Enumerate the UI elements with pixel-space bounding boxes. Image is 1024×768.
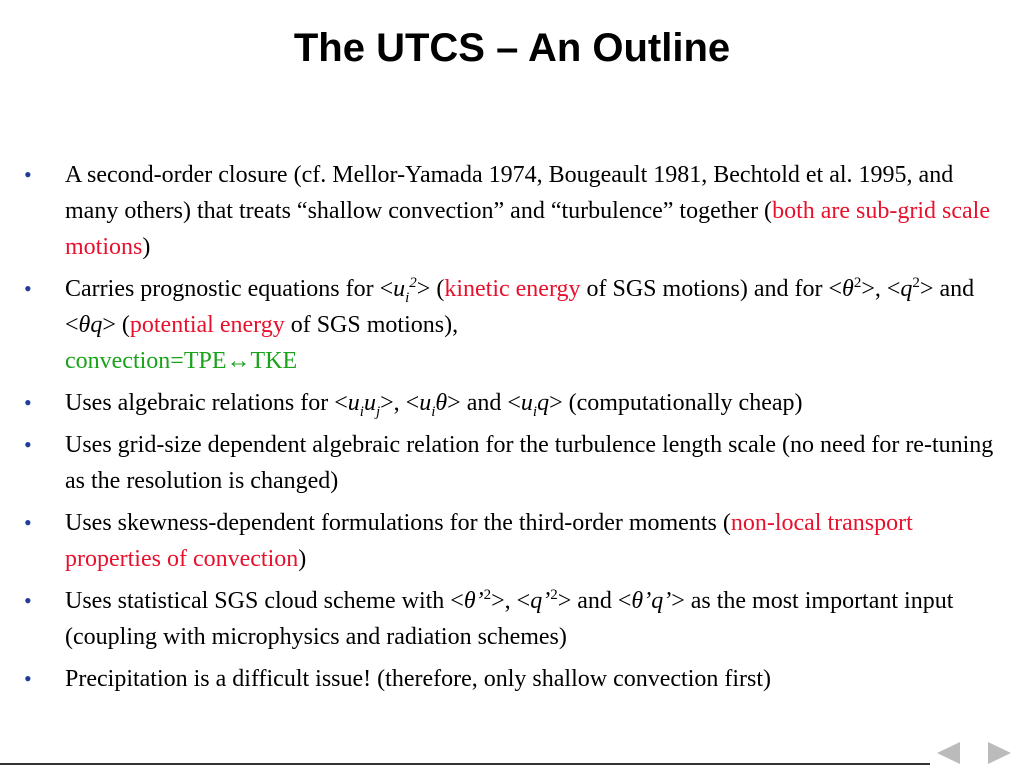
bullet-item-7 <box>0 661 1024 697</box>
bullet-marker: • <box>24 162 32 187</box>
bullet-marker: • <box>24 666 32 691</box>
bullet-item-6 <box>0 583 1024 655</box>
bullet-marker: • <box>24 432 32 457</box>
bullet-item-4 <box>0 427 1024 499</box>
bullet-text: Uses algebraic relations for $<u_iu_j>$, $<u_i\theta>$ and $<u_iq>$ (computationally cheap) <box>65 390 803 420</box>
bullet-item-2 <box>0 271 1024 379</box>
bullet-text: Carries prognostic equations for $<u_i^2>$ (kinetic energy of SGS motions) and for $<\theta^2>$, $<q^2>$ and <θq> (potential energy of SGS motions), convection=TPE↔TKE <box>65 275 975 374</box>
bullet-item-1 <box>0 157 1024 265</box>
bullet-marker: • <box>24 588 32 613</box>
bullet-text: Precipitation is a difficult issue! (therefore, only shallow convection first) <box>65 666 772 692</box>
next-slide-button[interactable] <box>984 740 1014 766</box>
highlight-red: potential energy <box>129 312 285 338</box>
bullet-marker: • <box>24 276 32 301</box>
bullet-text: A second-order closure (cf. Mellor-Yamada 1974, Bougeault 1981, Bechtold et al. 1995, and many others) that treats “shallow convection” and “turbulence” together (both are sub-grid scale motions) <box>65 162 990 260</box>
bullet-item-3 <box>0 385 1024 421</box>
bottom-divider <box>0 763 930 765</box>
triangle-right-icon <box>984 740 1014 766</box>
bullet-marker: • <box>24 390 32 415</box>
highlight-green: convection=TPE↔TKE <box>65 348 298 374</box>
bullet-text: Uses skewness-dependent formulations for the third-order moments (non-local transport properties of convection) <box>65 510 913 572</box>
highlight-red: non-local transport properties of convection <box>65 510 913 572</box>
highlight-red: kinetic energy <box>444 276 581 302</box>
bullet-text: Uses statistical SGS cloud scheme with <θ’$^2$>, <q’$^2$> and <θ’q’> as the most important input (coupling with microphysics and radiation schemes) <box>65 587 954 650</box>
bullet-text: Uses grid-size dependent algebraic relation for the turbulence length scale (no need for re-tuning as the resolution is changed) <box>65 432 994 494</box>
bullet-marker: • <box>24 510 32 535</box>
bullet-item-5 <box>0 505 1024 577</box>
previous-slide-button[interactable] <box>934 740 964 766</box>
triangle-left-icon <box>934 740 964 766</box>
bullet-list <box>0 157 1024 703</box>
highlight-red: both are sub-grid scale motions <box>65 198 990 260</box>
slide-title: The UTCS – An Outline <box>293 26 731 70</box>
